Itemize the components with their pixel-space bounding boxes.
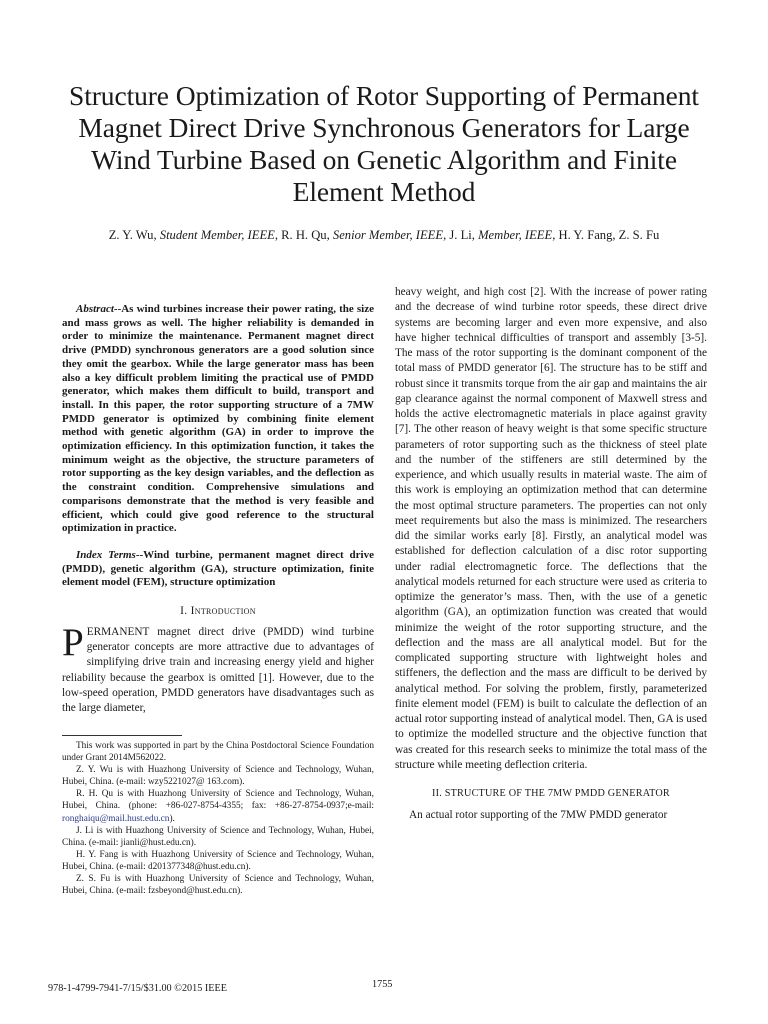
author-segment: , J. Li, (443, 228, 479, 242)
footnote: Z. Y. Wu is with Huazhong University of Science and Technology, Wuhan, Hubei, China. (e-mail: wzy5221027@ 163.com). (62, 765, 374, 788)
paper-title: Structure Optimization of Rotor Supporting of Permanent Magnet Direct Drive Synchronous Generators for Large Wind Turbine Based on Genetic Algorithm and Finite Element Method (69, 80, 699, 207)
intro-paragraph (62, 620, 374, 717)
author-segment: Senior Member, IEEE (332, 228, 444, 242)
index-terms-lead: Index Terms (76, 548, 136, 561)
left-column (62, 303, 374, 716)
section-heading-introduction: I. Introduction (180, 605, 256, 618)
isbn-copyright: 978-1-4799-7941-7/15/$31.00 ©2015 IEEE (48, 983, 227, 994)
footnote (62, 788, 374, 824)
drop-cap: P (62, 620, 84, 664)
author-segment: Member, IEEE (478, 228, 553, 242)
footnote: This work was supported in part by the China Postdoctoral Science Foundation under Grant 2014M562022. (62, 741, 374, 764)
section-heading-structure: II. STRUCTURE OF THE 7MW PMDD GENERATOR (432, 788, 670, 799)
email-link[interactable]: ronghaiqu@mail.hust.edu.cn (62, 813, 170, 824)
abstract-body: --As wind turbines increase their power rating, the size and mass grows as well. The higher reliability is demanded in order to minimize the maintenance. Permanent magnet direct drive (PMDD) synchronous generators are a good solution since they omit the gearbox. While the large generator mass has been also a key difficult problem limiting the practical use of PMDD generator, which makes them difficult to build, transport and install. In this paper, the rotor supporting structure of a 7MW PMDD generator is optimized by combining finite element method with genetic algorithm (GA) in order to improve the optimization efficiency. In this optimization function, it takes the minimum weight as the objective, the structure parameters of rotor supporting as the key design variables, and the deflection as the constraint condition. Comprehensive simulations and comparisons demonstrate that the method is very feasible and efficient, which could give good reference to the structural optimization in practice. (62, 303, 374, 535)
intro-text: magnet direct drive (PMDD) wind turbine generator concepts are more attractive due to advantages of simplifying drive train and increasing energy yield and higher reliability because the gearbox is omitted [1]. However, due to the low-speed operation, PMDD generators have disadvantages such as the large diameter, (62, 625, 374, 715)
section2-text: An actual rotor supporting of the 7MW PMDD generator (409, 809, 668, 822)
footnote-divider (62, 735, 182, 736)
abstract (62, 303, 374, 536)
footnote-text: R. H. Qu is with Huazhong University of Science and Technology, Wuhan, Hubei, China. (phone: +86-027-8754-4355; fax: +86-27-8754-0937;e-mail: (62, 789, 374, 812)
footnotes (62, 735, 374, 897)
footnote: J. Li is with Huazhong University of Science and Technology, Wuhan, Hubei, China. (e-mail: jianli@hust.edu.cn). (62, 825, 374, 848)
footnote: H. Y. Fang is with Huazhong University of Science and Technology, Wuhan, Hubei, China. (e-mail: d201377348@hust.edu.cn). (62, 849, 374, 872)
author-segment: , R. H. Qu, (274, 228, 333, 242)
footnote: Z. S. Fu is with Huazhong University of Science and Technology, Wuhan, Hubei, China. (e-mail: fzsbeyond@hust.edu.cn). (62, 874, 374, 897)
right-column (395, 285, 707, 824)
body-paragraph: heavy weight, and high cost [2]. With the increase of power rating and the decrease of wind turbine rotor speeds, these direct drive systems are becoming larger and even more expensive, and also have higher technical difficulties of transport and assembly [3-5]. The mass of the rotor supporting is the dominant component of the total mass of PMDD generator [6]. The structure has to be stiff and robust since it transmits torque from the air gap and maintains the air gap clearance against the normal component of Maxwell stress and holds the active electromagnetic materials in place against gravity [7]. The other reason of heavy weight is that some specific structure parameters of rotor supporting such as the thickness of steel plate and the number of the stiffeners are still determined by the experience, and which usually results in material waste. The aim of this work is employing an optimization method that can determine the most optimal structure parameters. The properties can not only meet requirements but also the mass is minimized. The researchers did the similar works early [8]. Firstly, an analytical model was established for deflection calculation of a disc rotor supporting under radial electromagnetic force. The deflections that the analytical models returned for each structure were used as criteria to optimize the generator’s mass. Then, with the use of a genetic algorithm (GA), an optimization function was created that would minimize the weight of the rotor supporting structure, and the deflection and the mass are all analytical model. But for the complicated supporting structure with lightweight holes and stiffeners, the deflection and the mass are difficult to be derived by analytical method. For solving the problem, firstly, parameterized finite element model (FEM) is built to calculate the deflection of an actual rotor supporting instead of analytical model. Then, GA is used to optimize the modelled structure and the objective function that was created for this research seeks to minimize the total mass of the structure while meeting deflection criteria. (395, 286, 707, 771)
author-list (80, 227, 688, 244)
author-segment: Z. Y. Wu, (108, 228, 160, 242)
author-segment: , H. Y. Fang, Z. S. Fu (552, 228, 660, 242)
abstract-lead: Abstract (76, 303, 114, 315)
author-segment: Student Member, IEEE (159, 228, 275, 242)
intro-first-word: ERMANENT (86, 625, 150, 638)
page-number: 1755 (372, 979, 393, 990)
index-terms-body: --Wind turbine, permanent magnet direct drive (PMDD), genetic algorithm (GA), structure optimization, finite element model (FEM), structure optimization (62, 548, 374, 589)
footnote-text: ). (169, 813, 175, 824)
index-terms (62, 549, 374, 590)
